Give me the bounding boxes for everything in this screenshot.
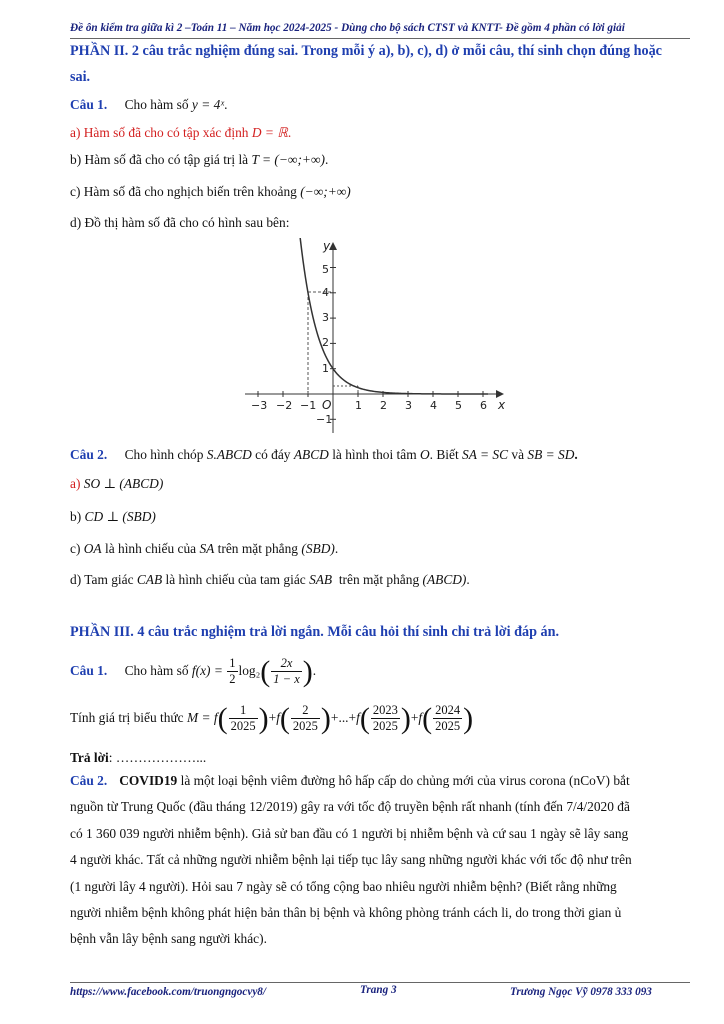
p2-q2-stem-text: là hình thoi tâm: [332, 447, 417, 462]
y-tick-label: 2: [322, 336, 329, 349]
p2-q1-a-math: D = ℝ: [251, 125, 288, 140]
x-tick-label: −1: [300, 399, 317, 412]
x-tick-label: 6: [480, 399, 487, 412]
p2-q2-d-text: d) Tam giác: [70, 572, 134, 587]
p2-q2-stem-math: O: [419, 447, 430, 462]
p2-q2-b-math: CD ⊥ (SBD): [84, 509, 156, 524]
y-tick-label: −1: [316, 413, 333, 426]
p2-q2-stem-text: và: [511, 447, 525, 462]
y-tick-label: 1: [322, 362, 329, 375]
part2-title-line2: sai.: [70, 69, 91, 85]
x-tick-label: −3: [251, 399, 268, 412]
p2-q2-c-label: c): [70, 541, 81, 556]
x-axis-label: x: [498, 398, 506, 412]
p2-q2-stem-math: SB = SD: [527, 447, 575, 462]
p2-q2-option-b: [70, 509, 156, 525]
half-fraction: [227, 656, 237, 687]
p2-q2-a-label: a): [70, 476, 81, 491]
fraction-denominator: 2025: [292, 719, 318, 734]
x-tick-label: −2: [276, 399, 293, 412]
p3-q2-line: nguồn từ Trung Quốc (đầu tháng 12/2019) gây ra với tốc độ truyền bệnh rất nhanh (tính đến 7/4/2020 đã: [70, 799, 630, 815]
fraction-denominator: 2: [229, 672, 236, 687]
answer-blank: : ………………...: [108, 750, 207, 765]
x-tick-label: 3: [405, 399, 412, 412]
f-symbol: f: [213, 710, 218, 725]
p2-q1-stem-math: y = 4ˣ: [191, 97, 225, 112]
p2-q1-c-text: c) Hàm số đã cho nghịch biến trên khoảng: [70, 184, 297, 199]
p2-q2-c-math: OA: [83, 541, 102, 556]
answer-label: Trả lời: [70, 750, 109, 765]
p2-q2-c-math: SA: [199, 541, 215, 556]
p2-q1-option-d: d) Đồ thị hàm số đã cho có hình sau bên:: [70, 215, 290, 230]
p2-q2-stem-text: có đáy: [255, 447, 291, 462]
y-axis-label: y: [323, 239, 331, 253]
footer-divider: [70, 982, 690, 983]
p2-q2-d-math: SAB: [309, 572, 333, 587]
f-symbol: f: [276, 710, 280, 725]
fraction-denominator: 2025: [372, 719, 398, 734]
y-tick-label: 4: [322, 286, 329, 299]
y-tick-label: 5: [322, 263, 329, 276]
f-symbol: f: [418, 710, 423, 725]
p2-q2-stem: Câu 2. Cho hình chóp S.ABCD có đáy ABCD là hình thoi tâm O. Biết SA = SC và SB = SD.: [70, 447, 578, 462]
term-fraction: [291, 703, 320, 734]
p3-q1-expression: Tính giá trị biểu thức M = f( $\frac{1}{2025}$ )+f( $\frac{2}{2025}$ )+...+f( $\frac{2023}{2025}$ )+f( $\frac{2024}{2025}$ ): [70, 701, 474, 735]
p3-q1-label: Câu 1.: [70, 663, 108, 678]
p2-q1-option-b: b) Hàm số đã cho có tập giá trị là T = (−∞;+∞).: [70, 152, 329, 167]
p2-q2-option-a: [70, 476, 163, 492]
term-fraction: [371, 703, 400, 734]
p2-q1-b-math: T = (−∞;+∞): [251, 152, 325, 167]
p2-q2-option-c: c) OA là hình chiếu của SA trên mặt phẳng (SBD).: [70, 541, 339, 556]
part2-title-line1: PHẦN II. 2 câu trắc nghiệm đúng sai. Trong mỗi ý a), b), c), d) ở mỗi câu, thí sinh chọn đúng hoặc: [70, 43, 662, 59]
header-divider: [70, 38, 690, 39]
p3-q2-line: là một loại bệnh viêm đường hô hấp cấp do chủng mới của virus corona (nCoV) bắt: [180, 773, 630, 788]
p3-q2-line: có 1 360 039 người nhiễm bệnh). Giả sử ban đầu có 1 người bị nhiễm bệnh và cứ sau 1 ngày sẽ lây sang: [70, 825, 629, 841]
term-fraction: [433, 703, 462, 734]
p2-q1-label: Câu 1.: [70, 97, 108, 112]
f-symbol: f: [356, 710, 360, 725]
p3-q1-stem-text: Cho hàm số: [124, 663, 189, 678]
part3-title: PHẦN III. 4 câu trắc nghiệm trả lời ngắn. Mỗi câu hỏi thí sinh chỉ trả lời đáp án.: [70, 624, 560, 640]
p2-q2-c-text: là hình chiếu của: [104, 541, 197, 556]
log-argument-fraction: [271, 656, 301, 687]
p2-q1-a-text: a) Hàm số đã cho có tập xác định: [70, 125, 249, 140]
p2-q1-b-text: b) Hàm số đã cho có tập giá trị là: [70, 152, 249, 167]
p2-q2-b-label: b): [70, 509, 82, 524]
p3-q1-answer: [70, 750, 206, 766]
y-tick-label: 3: [322, 311, 329, 324]
p3-q1-fx: f(x) =: [191, 663, 223, 678]
p2-q1-option-c: [70, 184, 351, 200]
p2-q2-stem-math: ABCD: [293, 447, 329, 462]
x-tick-label: 5: [455, 399, 462, 412]
x-tick-label: 4: [430, 399, 437, 412]
p2-q2-d-math: CAB: [136, 572, 163, 587]
p3-q1-M: M =: [186, 710, 211, 725]
p2-q1-stem-text: Cho hàm số: [124, 97, 189, 112]
p3-q2-line: bệnh vẫn lây bệnh sang người khác).: [70, 931, 267, 947]
log-base: log₂: [238, 663, 261, 678]
p2-q2-option-d: d) Tam giác CAB là hình chiếu của tam giác SAB trên mặt phẳng (ABCD).: [70, 572, 470, 587]
page-number: Trang 3: [360, 984, 397, 996]
origin-label: O: [322, 398, 332, 412]
term-fraction: [229, 703, 258, 734]
exponential-graph: [240, 238, 512, 438]
p3-q1-expr-text: Tính giá trị biểu thức: [70, 710, 184, 725]
p3-q2-line: người nhiễm bệnh không phát hiện bản thân bị bệnh và không phòng tránh cách li, do trong thời gian ủ: [70, 905, 622, 921]
p2-q2-label: Câu 2.: [70, 447, 108, 462]
p2-q2-a-math: SO ⊥ (ABCD): [83, 476, 164, 491]
x-tick-label: 1: [355, 399, 362, 412]
fraction-denominator: 2025: [230, 719, 256, 734]
footer-link[interactable]: https://www.facebook.com/truongngocvy8/: [70, 986, 266, 998]
fraction-numerator: 2024: [435, 703, 461, 718]
p2-q1-option-a: a) Hàm số đã cho có tập xác định D = ℝ.: [70, 125, 292, 140]
p2-q1-stem: Câu 1. Cho hàm số y = 4ˣ.: [70, 97, 228, 112]
fraction-numerator: 1: [229, 703, 258, 719]
p3-q2-paragraph: [70, 768, 690, 953]
p2-q2-d-text: là hình chiếu của tam giác: [165, 572, 306, 587]
fraction-numerator: 1: [229, 656, 236, 671]
p2-q2-c-math: (SBD): [301, 541, 335, 556]
p3-q2-keyword: COVID19: [119, 773, 178, 788]
p2-q2-stem-math: S.ABCD: [206, 447, 252, 462]
p2-q2-d-math: (ABCD): [422, 572, 467, 587]
p2-q2-stem-math: SA = SC: [462, 447, 509, 462]
p2-q2-stem-text: Cho hình chóp: [124, 447, 204, 462]
p2-q2-c-text: trên mặt phẳng: [217, 541, 298, 556]
p3-q1-stem: Câu 1. Cho hàm số f(x) = $\frac{1}{2}$ log₂( $\frac{2x}{1 - x}$ ).: [70, 654, 317, 688]
p2-q2-d-text: trên mặt phẳng: [338, 572, 420, 587]
fraction-numerator: 2: [291, 703, 320, 719]
fraction-numerator: 2x: [271, 656, 301, 672]
p2-q2-stem-text: . Biết: [429, 447, 459, 462]
ellipsis-plus: +...+: [330, 710, 357, 725]
fraction-denominator: 2025: [435, 719, 461, 734]
x-tick-label: 2: [380, 399, 387, 412]
page-header: Đề ôn kiểm tra giữa kì 2 –Toán 11 – Năm học 2024-2025 - Dùng cho bộ sách CTST và KNTT- Đề gồm 4 phần có lời giải: [70, 22, 625, 34]
p3-q2-line: 4 người khác. Tất cả những người nhiễm bệnh lại tiếp tục lây sang những người khác với tốc độ như trên: [70, 852, 632, 868]
p2-q1-c-math: (−∞;+∞): [300, 184, 351, 199]
fraction-numerator: 2023: [372, 703, 398, 718]
p3-q2-line: (1 người lây 4 người). Hỏi sau 7 ngày sẽ có tổng cộng bao nhiêu người nhiễm bệnh? (Biết rằng những: [70, 878, 617, 894]
fraction-denominator: 1 − x: [273, 672, 300, 687]
p3-q2-label: Câu 2.: [70, 773, 108, 788]
footer-author: Trương Ngọc Vỹ 0978 333 093: [510, 986, 652, 998]
